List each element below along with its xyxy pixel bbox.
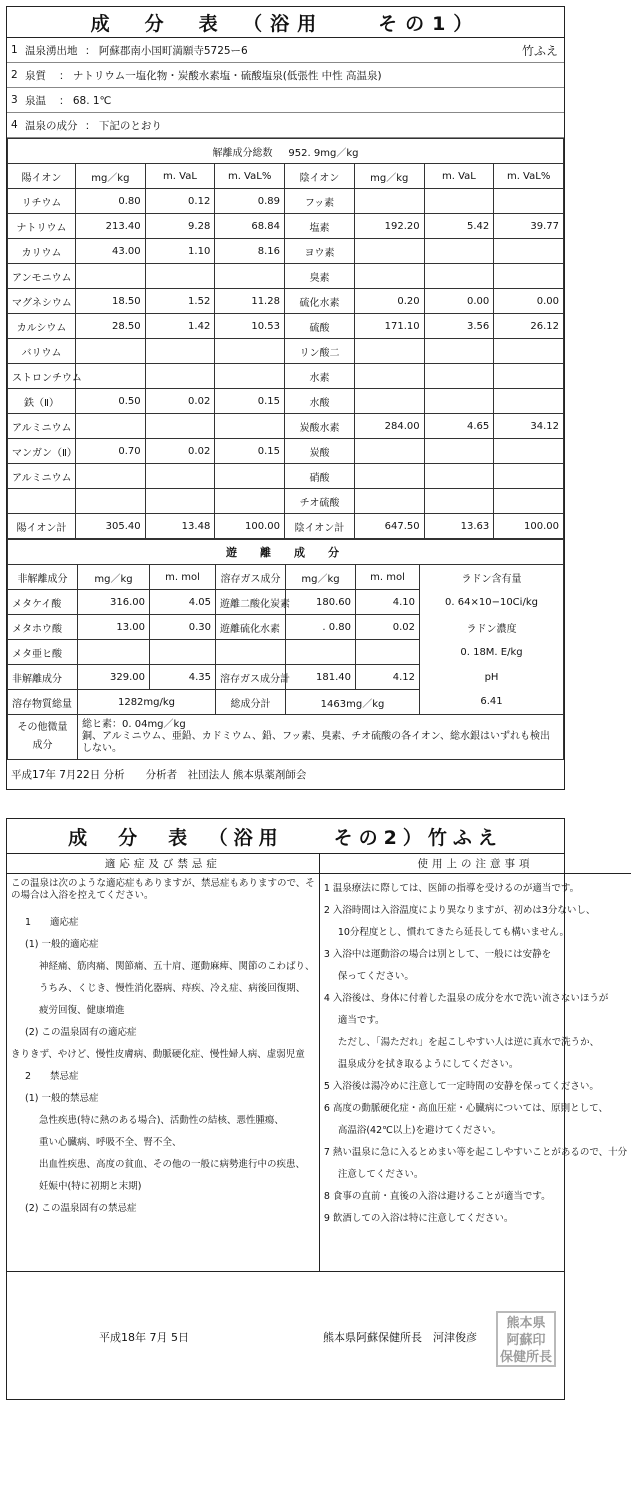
anion-cell: 塩素: [284, 214, 354, 239]
indications-header: 適応症及び禁忌症: [7, 853, 319, 874]
analysis-footer: 平成17年 7月22日 分析 分析者 社団法人 熊本県薬剤師会: [11, 768, 307, 781]
indication-line: (1) 一般的適応症: [25, 939, 99, 950]
precaution-line: 10分程度とし、慣れてきたら延長しても構いません。: [337, 927, 569, 938]
cation-cell: [76, 464, 146, 489]
other-label: [8, 715, 78, 760]
ion-row: [8, 264, 564, 289]
info-components: [7, 113, 564, 138]
cation-cell: 18.50: [76, 289, 146, 314]
cation-cell: 1.42: [145, 314, 215, 339]
radon-cell: pH: [420, 665, 564, 690]
analysis-sheet-2: [6, 818, 628, 1400]
other-label-1: その他微量: [17, 722, 68, 733]
info-spring-type: [7, 63, 564, 88]
anion-cell: [494, 439, 564, 464]
anion-cell: [424, 464, 494, 489]
precaution-line: 1 温泉療法に際しては、医師の指導を受けるのが適当です。: [323, 883, 580, 894]
cation-cell: [145, 489, 215, 514]
info-label: 泉温: [25, 94, 46, 107]
col-header: m. VaL: [145, 164, 215, 189]
cation-cell: 鉄（Ⅱ）: [8, 389, 76, 414]
nonion-cell: [216, 640, 286, 665]
cation-cell: [215, 414, 285, 439]
precaution-line: 5 入浴後は湯冷めに注意して一定時間の安静を保ってください。: [323, 1081, 599, 1092]
info-num: 4: [11, 119, 18, 131]
nonion-cell: 329.00: [78, 665, 150, 690]
ion-row: [8, 239, 564, 264]
anion-cell: [354, 364, 424, 389]
precaution-line: 保ってください。: [337, 971, 414, 982]
cation-cell: 0.02: [145, 439, 215, 464]
nonion-cell: 181.40: [286, 665, 356, 690]
col-header: 非解離成分: [8, 565, 78, 590]
ph-value: 6.41: [420, 690, 564, 715]
analysis-sheet-1: [6, 6, 565, 790]
cation-cell: 0.50: [76, 389, 146, 414]
anion-cell: [354, 264, 424, 289]
nonion-cell: 非解離成分: [8, 665, 78, 690]
ion-row: [8, 364, 564, 389]
radon-cell: ラドン濃度: [420, 615, 564, 640]
ion-row: [8, 489, 564, 514]
col-header: m. mol: [356, 565, 420, 590]
nonion-cell: 0.30: [150, 615, 216, 640]
precaution-line: 温泉成分を拭き取るようにしてください。: [337, 1059, 519, 1070]
col-header: 溶存ガス成分: [216, 565, 286, 590]
anion-cell: [354, 239, 424, 264]
indication-line: 出血性疾患、高度の貧血、その他の一般に病勢進行中の疾患、: [39, 1159, 306, 1170]
dissolved-label: 溶存物質総量: [8, 690, 78, 715]
nonion-cell: . 0.80: [286, 615, 356, 640]
nonion-cell: [78, 640, 150, 665]
anion-cell: 0.00: [424, 289, 494, 314]
cation-cell: アルミニウム: [8, 464, 76, 489]
cation-cell: 10.53: [215, 314, 285, 339]
nonion-cell: 4.35: [150, 665, 216, 690]
anion-cell: [424, 239, 494, 264]
cation-cell: 0.70: [76, 439, 146, 464]
sheet1-title: 成 分 表 （浴用 その1）: [7, 7, 564, 38]
indication-line: この温泉は次のような適応症もありますが、禁忌症もありますので、そ: [11, 878, 315, 889]
nonion-cell: [150, 640, 216, 665]
anion-cell: [494, 339, 564, 364]
info-num: 2: [11, 69, 18, 81]
nonion-cell: 遊離二酸化炭素: [216, 590, 286, 615]
info-label: 泉質: [25, 69, 46, 82]
col-header: 陽イオン: [8, 164, 76, 189]
ion-header-row: [8, 164, 564, 189]
col-header: m. mol: [150, 565, 216, 590]
precautions-body: [320, 874, 631, 1230]
cation-cell: 13.48: [145, 514, 215, 539]
indication-line: 妊娠中(特に初期と末期): [39, 1181, 142, 1192]
total-component-value: 1463mg／kg: [286, 690, 420, 715]
anion-cell: 39.77: [494, 214, 564, 239]
other-text-1: 総ヒ素：0. 04mg／kg: [82, 719, 186, 730]
nonion-cell: 溶存ガス成分計: [216, 665, 286, 690]
ion-row: [8, 314, 564, 339]
nonion-cell: 180.60: [286, 590, 356, 615]
total-component-label: 総成分計: [216, 690, 286, 715]
anion-cell: 171.10: [354, 314, 424, 339]
precaution-line: 高温浴(42℃以上)を避けてください。: [337, 1125, 501, 1136]
anion-cell: [424, 439, 494, 464]
ion-body: [8, 189, 564, 539]
cation-cell: [145, 264, 215, 289]
indication-line: (2) この温泉固有の禁忌症: [25, 1203, 137, 1214]
cation-cell: [76, 364, 146, 389]
anion-cell: 0.00: [494, 289, 564, 314]
cation-cell: 0.02: [145, 389, 215, 414]
indications-body: [7, 874, 319, 1220]
anion-cell: 炭酸水素: [284, 414, 354, 439]
cation-cell: 213.40: [76, 214, 146, 239]
cation-cell: [76, 264, 146, 289]
ion-table: [7, 138, 564, 539]
anion-cell: [494, 239, 564, 264]
col-header: m. VaL: [424, 164, 494, 189]
cation-cell: [145, 339, 215, 364]
cation-cell: アンモニウム: [8, 264, 76, 289]
nonion-cell: 遊離硫化水素: [216, 615, 286, 640]
anion-cell: [494, 389, 564, 414]
info-value: ： ナトリウム一塩化物・炭酸水素塩・硫酸塩泉(低張性 中性 高温泉): [59, 69, 382, 82]
other-label-2: 成分: [32, 740, 53, 751]
precaution-line: 7 熱い温泉に急に入るとめまい等を起こしやすいことがあるので、十分: [323, 1147, 628, 1158]
anion-cell: [354, 389, 424, 414]
cation-cell: [8, 489, 76, 514]
anion-cell: 硝酸: [284, 464, 354, 489]
info-temperature: [7, 88, 564, 113]
cation-cell: 11.28: [215, 289, 285, 314]
precaution-line: 6 高度の動脈硬化症・高血圧症・心臓病については、原則として、: [323, 1103, 608, 1114]
anion-cell: 陰イオン計: [284, 514, 354, 539]
nonion-cell: 0.02: [356, 615, 420, 640]
cation-cell: [215, 364, 285, 389]
indications-column: [7, 853, 320, 1271]
col-header: 陰イオン: [284, 164, 354, 189]
nonion-row: [8, 615, 564, 640]
cation-cell: [215, 264, 285, 289]
issue-date: 平成18年 7月 5日: [99, 1331, 189, 1344]
cation-cell: [76, 339, 146, 364]
ion-row: [8, 339, 564, 364]
radon-cell: 0. 64×10−10Ci/kg: [420, 590, 564, 615]
ion-row: [8, 464, 564, 489]
cation-cell: アルミニウム: [8, 414, 76, 439]
cation-cell: 1.52: [145, 289, 215, 314]
other-text-2: 銅、アルミニウム、亜鉛、カドミウム、鉛、フッ素、臭素、チオ硫酸の各イオン、総水銀はいずれも検出しない。: [82, 731, 550, 754]
nonion-row: [8, 665, 564, 690]
nonion-cell: [356, 640, 420, 665]
anion-cell: 炭酸: [284, 439, 354, 464]
official-seal-stamp: 熊本県 阿蘇印 保健所長: [496, 1311, 556, 1367]
anion-cell: [494, 489, 564, 514]
anion-cell: 5.42: [424, 214, 494, 239]
anion-cell: 192.20: [354, 214, 424, 239]
cation-cell: [215, 464, 285, 489]
cation-cell: 0.12: [145, 189, 215, 214]
other-text: [78, 715, 564, 760]
info-num: 3: [11, 94, 18, 106]
precaution-line: 注意してください。: [337, 1169, 424, 1180]
dissolved-row: [8, 690, 564, 715]
cation-cell: 9.28: [145, 214, 215, 239]
nonion-title-row: [8, 540, 564, 565]
ion-row: [8, 214, 564, 239]
indication-line: 重い心臓病、呼吸不全、腎不全、: [39, 1137, 182, 1148]
nonion-cell: メタケイ酸: [8, 590, 78, 615]
nonion-cell: 4.10: [356, 590, 420, 615]
anion-cell: 水酸: [284, 389, 354, 414]
nonion-cell: メタ亜ヒ酸: [8, 640, 78, 665]
precaution-line: 9 飲酒しての入浴は特に注意してください。: [323, 1213, 514, 1224]
nonion-cell: 13.00: [78, 615, 150, 640]
info-label: 温泉湧出地: [25, 44, 78, 57]
cation-cell: カリウム: [8, 239, 76, 264]
sheet2-footer: [7, 1316, 564, 1365]
cation-cell: 305.40: [76, 514, 146, 539]
nonion-row: [8, 640, 564, 665]
cation-cell: マグネシウム: [8, 289, 76, 314]
indication-line: 急性疾患(特に熱のある場合)、活動性の結核、悪性腫瘍、: [39, 1115, 284, 1126]
cation-cell: 8.16: [215, 239, 285, 264]
cation-cell: [76, 489, 146, 514]
indication-line: の場合は入浴を控えてください。: [11, 890, 154, 901]
sheet2-columns: [7, 853, 628, 1271]
total-value: 952. 9mg／kg: [288, 147, 359, 159]
nonion-body: [8, 590, 564, 690]
info-source: [7, 38, 564, 63]
precaution-line: ただし、「湯ただれ」を起こしやすい人は逆に真水で洗うか、: [337, 1037, 600, 1048]
anion-cell: チオ硫酸: [284, 489, 354, 514]
anion-cell: [354, 489, 424, 514]
nonion-header-row: [8, 565, 564, 590]
anion-cell: [424, 389, 494, 414]
anion-cell: [354, 189, 424, 214]
precautions-column: [320, 853, 631, 1271]
cation-cell: [145, 364, 215, 389]
cation-cell: 0.15: [215, 389, 285, 414]
nonion-row: [8, 590, 564, 615]
col-header: mg／kg: [76, 164, 146, 189]
info-value: ： 阿蘇郡南小国町満願寺5725ー6: [85, 44, 248, 57]
ion-row: [8, 289, 564, 314]
indication-line: 疲労回復、健康増進: [39, 1005, 125, 1016]
anion-cell: [494, 264, 564, 289]
cation-cell: [215, 339, 285, 364]
cation-cell: ストロンチウム: [8, 364, 76, 389]
col-header: mg／kg: [286, 565, 356, 590]
nonion-title: 遊 離 成 分: [8, 540, 564, 565]
sheet2-title: 成 分 表 （浴用 その2）竹ふえ: [7, 819, 564, 854]
anion-cell: [354, 339, 424, 364]
anion-cell: 水素: [284, 364, 354, 389]
anion-cell: フッ素: [284, 189, 354, 214]
cation-cell: 28.50: [76, 314, 146, 339]
anion-cell: [494, 464, 564, 489]
col-header: mg／kg: [78, 565, 150, 590]
nonion-cell: [286, 640, 356, 665]
anion-cell: ヨウ素: [284, 239, 354, 264]
info-value: ： 下記のとおり: [85, 119, 162, 132]
col-header: m. VaL%: [215, 164, 285, 189]
anion-cell: [424, 189, 494, 214]
col-header: ラドン含有量: [420, 565, 564, 590]
cation-cell: 68.84: [215, 214, 285, 239]
ion-row: [8, 414, 564, 439]
anion-cell: 4.65: [424, 414, 494, 439]
cation-cell: 1.10: [145, 239, 215, 264]
anion-cell: 34.12: [494, 414, 564, 439]
anion-cell: [424, 264, 494, 289]
ion-row: [8, 439, 564, 464]
nonion-cell: 316.00: [78, 590, 150, 615]
info-value: ： 68. 1℃: [59, 94, 112, 107]
anion-cell: [424, 489, 494, 514]
ion-row: [8, 189, 564, 214]
cation-cell: [145, 414, 215, 439]
ion-row: [8, 389, 564, 414]
anion-cell: [354, 464, 424, 489]
indication-line: きりきず、やけど、慢性皮膚病、動脈硬化症、慢性婦人病、虚弱児童: [11, 1049, 305, 1060]
ion-row: [8, 514, 564, 539]
total-cell: [8, 139, 564, 164]
divider: [7, 1271, 564, 1272]
anion-cell: 硫化水素: [284, 289, 354, 314]
cation-cell: カルシウム: [8, 314, 76, 339]
indication-line: 神経痛、筋肉痛、関節痛、五十肩、運動麻痺、関節のこわばり、: [39, 961, 315, 972]
cation-cell: 陽イオン計: [8, 514, 76, 539]
cation-cell: バリウム: [8, 339, 76, 364]
indication-line: (1) 一般的禁忌症: [25, 1093, 99, 1104]
anion-cell: 3.56: [424, 314, 494, 339]
anion-cell: [494, 364, 564, 389]
anion-cell: 13.63: [424, 514, 494, 539]
nonion-cell: メタホウ酸: [8, 615, 78, 640]
anion-cell: 284.00: [354, 414, 424, 439]
col-header: m. VaL%: [494, 164, 564, 189]
anion-cell: [354, 439, 424, 464]
anion-cell: [494, 189, 564, 214]
cation-cell: ナトリウム: [8, 214, 76, 239]
anion-cell: 100.00: [494, 514, 564, 539]
indication-line: うちみ、くじき、慢性消化器病、痔疾、冷え症、病後回復期、: [39, 983, 306, 994]
nonion-table: [7, 539, 564, 760]
indication-line: (2) この温泉固有の適応症: [25, 1027, 137, 1038]
cation-cell: 0.80: [76, 189, 146, 214]
anion-cell: リン酸二: [284, 339, 354, 364]
cation-cell: 0.89: [215, 189, 285, 214]
cation-cell: マンガン（Ⅱ）: [8, 439, 76, 464]
brand-name: 竹ふえ: [521, 43, 558, 58]
anion-cell: 647.50: [354, 514, 424, 539]
radon-cell: 0. 18M. E/kg: [420, 640, 564, 665]
cation-cell: [215, 489, 285, 514]
anion-cell: [424, 339, 494, 364]
total-label: 解離成分総数: [212, 147, 273, 159]
info-label: 温泉の成分: [25, 119, 78, 132]
cation-cell: 43.00: [76, 239, 146, 264]
anion-cell: 26.12: [494, 314, 564, 339]
anion-cell: [424, 364, 494, 389]
precaution-line: 4 入浴後は、身体に付着した温泉の成分を水で洗い流さないほうが: [323, 993, 609, 1004]
cation-cell: 0.15: [215, 439, 285, 464]
indication-line: 1 適応症: [25, 917, 79, 928]
precaution-line: 2 入浴時間は入浴温度により異なりますが、初めは3分ないし、: [323, 905, 596, 916]
precaution-line: 8 食事の直前・直後の入浴は避けることが適当です。: [323, 1191, 551, 1202]
precaution-line: 3 入浴中は運動浴の場合は別として、一般には安静を: [323, 949, 552, 960]
anion-cell: 0.20: [354, 289, 424, 314]
dissolved-value: 1282mg/kg: [78, 690, 216, 715]
cation-cell: リチウム: [8, 189, 76, 214]
precautions-header: 使用上の注意事項: [320, 853, 631, 874]
anion-cell: 臭素: [284, 264, 354, 289]
cation-cell: 100.00: [215, 514, 285, 539]
total-row: [8, 139, 564, 164]
cation-cell: [76, 414, 146, 439]
nonion-cell: 4.05: [150, 590, 216, 615]
info-num: 1: [11, 44, 18, 56]
nonion-cell: 4.12: [356, 665, 420, 690]
cation-cell: [145, 464, 215, 489]
issuing-office: 熊本県阿蘇保健所長 河津俊彦: [323, 1331, 477, 1344]
indication-line: 2 禁忌症: [25, 1071, 79, 1082]
col-header: mg／kg: [354, 164, 424, 189]
other-trace-row: [8, 715, 564, 760]
precaution-line: 適当です。: [337, 1015, 385, 1026]
anion-cell: 硫酸: [284, 314, 354, 339]
